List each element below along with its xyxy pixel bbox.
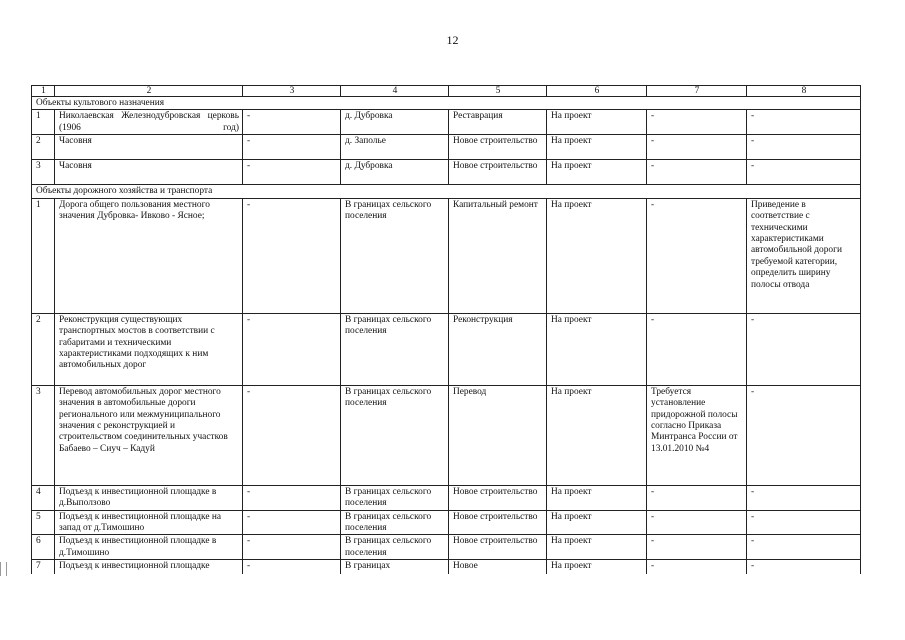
- cell-3: -: [243, 160, 341, 185]
- work-type-cell: Капитальный ремонт: [449, 198, 547, 313]
- object-name: Подъезд к инвестиционной площадке: [55, 560, 243, 574]
- location-cell: В границах сельского поселения: [341, 510, 449, 535]
- cell-7: -: [647, 110, 747, 135]
- work-type-cell: Новое строительство: [449, 510, 547, 535]
- header-cell: 2: [55, 86, 243, 97]
- header-cell: 1: [32, 86, 55, 97]
- header-cell: 6: [547, 86, 647, 97]
- table-row: [32, 198, 861, 313]
- location-cell: д. Заполье: [341, 135, 449, 160]
- object-name: Перевод автомобильных дорог местного значения в автомобильные дороги регионального или межмуниципального значения с реконструкцией и строительством соединительных участков Бабаево – Сиуч – Кадуй: [55, 385, 243, 485]
- location-cell: В границах сельского поселения: [341, 485, 449, 510]
- object-name: Подъезд к инвестиционной площадке в д.Выползово: [55, 485, 243, 510]
- header-cell: 5: [449, 86, 547, 97]
- cell-3: -: [243, 485, 341, 510]
- cell-3: -: [243, 535, 341, 560]
- cell-3: -: [243, 198, 341, 313]
- row-number: 3: [32, 385, 55, 485]
- table-row: [32, 160, 861, 185]
- cell-3: -: [243, 110, 341, 135]
- cell-8: -: [747, 313, 861, 385]
- row-number: 7: [32, 560, 55, 574]
- stage-cell: На проект: [547, 160, 647, 185]
- work-type-cell: Перевод: [449, 385, 547, 485]
- cell-7: -: [647, 198, 747, 313]
- cell-7: -: [647, 135, 747, 160]
- row-number: 1: [32, 198, 55, 313]
- work-type-cell: Новое строительство: [449, 535, 547, 560]
- stage-cell: На проект: [547, 485, 647, 510]
- cell-7: -: [647, 313, 747, 385]
- object-name: Часовня: [55, 135, 243, 160]
- table-row: [32, 313, 861, 385]
- stage-cell: На проект: [547, 535, 647, 560]
- cell-7: -: [647, 560, 747, 574]
- page-number: 12: [446, 33, 459, 47]
- planning-table: [31, 85, 861, 574]
- stage-cell: На проект: [547, 110, 647, 135]
- work-type-cell: Новое: [449, 560, 547, 574]
- cell-7: -: [647, 160, 747, 185]
- stage-cell: На проект: [547, 135, 647, 160]
- stage-cell: На проект: [547, 560, 647, 574]
- section-title: Объекты культового назначения: [32, 97, 861, 110]
- stage-cell: На проект: [547, 198, 647, 313]
- header-cell: 7: [647, 86, 747, 97]
- cell-8: -: [747, 510, 861, 535]
- table-body: [32, 86, 861, 574]
- row-number: 1: [32, 110, 55, 135]
- cell-8: -: [747, 485, 861, 510]
- row-number: 5: [32, 510, 55, 535]
- cell-8: -: [747, 110, 861, 135]
- cell-7: -: [647, 485, 747, 510]
- row-number: 3: [32, 160, 55, 185]
- row-number: 2: [32, 313, 55, 385]
- section-row: [32, 185, 861, 198]
- object-name: Подъезд к инвестиционной площадке в д.Тимошино: [55, 535, 243, 560]
- cell-8: -: [747, 160, 861, 185]
- header-cell: 4: [341, 86, 449, 97]
- object-name: Реконструкция существующих транспортных мостов в соответствии с габаритами и техническими характеристиками подходящих к ним автомобильных дорог: [55, 313, 243, 385]
- location-cell: д. Дубровка: [341, 110, 449, 135]
- cell-3: -: [243, 385, 341, 485]
- object-name: Часовня: [55, 160, 243, 185]
- object-name: Дорога общего пользования местного значения Дубровка- Ивково - Ясное;: [55, 198, 243, 313]
- work-type-cell: Новое строительство: [449, 160, 547, 185]
- table-row: [32, 110, 861, 135]
- location-cell: В границах сельского поселения: [341, 313, 449, 385]
- cell-8: -: [747, 560, 861, 574]
- table-row: [32, 385, 861, 485]
- header-cell: 3: [243, 86, 341, 97]
- row-number: 2: [32, 135, 55, 160]
- table-row: [32, 560, 861, 574]
- table-row: [32, 510, 861, 535]
- cell-7: -: [647, 510, 747, 535]
- location-cell: д. Дубровка: [341, 160, 449, 185]
- cell-3: -: [243, 560, 341, 574]
- row-number: 6: [32, 535, 55, 560]
- location-cell: В границах сельского поселения: [341, 535, 449, 560]
- object-name: Подъезд к инвестиционной площадке на запад от д.Тимошино: [55, 510, 243, 535]
- section-row: [32, 97, 861, 110]
- cell-8: -: [747, 535, 861, 560]
- cell-3: -: [243, 510, 341, 535]
- stage-cell: На проект: [547, 313, 647, 385]
- row-number: 4: [32, 485, 55, 510]
- cell-8: -: [747, 135, 861, 160]
- section-title: Объекты дорожного хозяйства и транспорта: [32, 185, 861, 198]
- cell-8: Приведение в соответствие с техническими характеристиками автомобильной дороги требуемой категории, определить ширину полосы отвода: [747, 198, 861, 313]
- object-name: Николаевская Железнодубровская церковь (1906 год): [55, 110, 243, 135]
- stage-cell: На проект: [547, 510, 647, 535]
- cell-3: -: [243, 313, 341, 385]
- work-type-cell: Новое строительство: [449, 135, 547, 160]
- stage-cell: На проект: [547, 385, 647, 485]
- work-type-cell: Реконструкция: [449, 313, 547, 385]
- table-row: [32, 135, 861, 160]
- cell-7: Требуется установление придорожной полосы согласно Приказа Минтранса России от 13.01.2010 №4: [647, 385, 747, 485]
- cell-7: -: [647, 535, 747, 560]
- header-row: [32, 86, 861, 97]
- header-cell: 8: [747, 86, 861, 97]
- cell-3: -: [243, 135, 341, 160]
- location-cell: В границах сельского поселения: [341, 198, 449, 313]
- table-row: [32, 485, 861, 510]
- work-type-cell: Новое строительство: [449, 485, 547, 510]
- location-cell: В границах сельского поселения: [341, 385, 449, 485]
- location-cell: В границах: [341, 560, 449, 574]
- work-type-cell: Реставрация: [449, 110, 547, 135]
- cell-8: -: [747, 385, 861, 485]
- scan-margin-mark: [0, 562, 7, 576]
- table-row: [32, 535, 861, 560]
